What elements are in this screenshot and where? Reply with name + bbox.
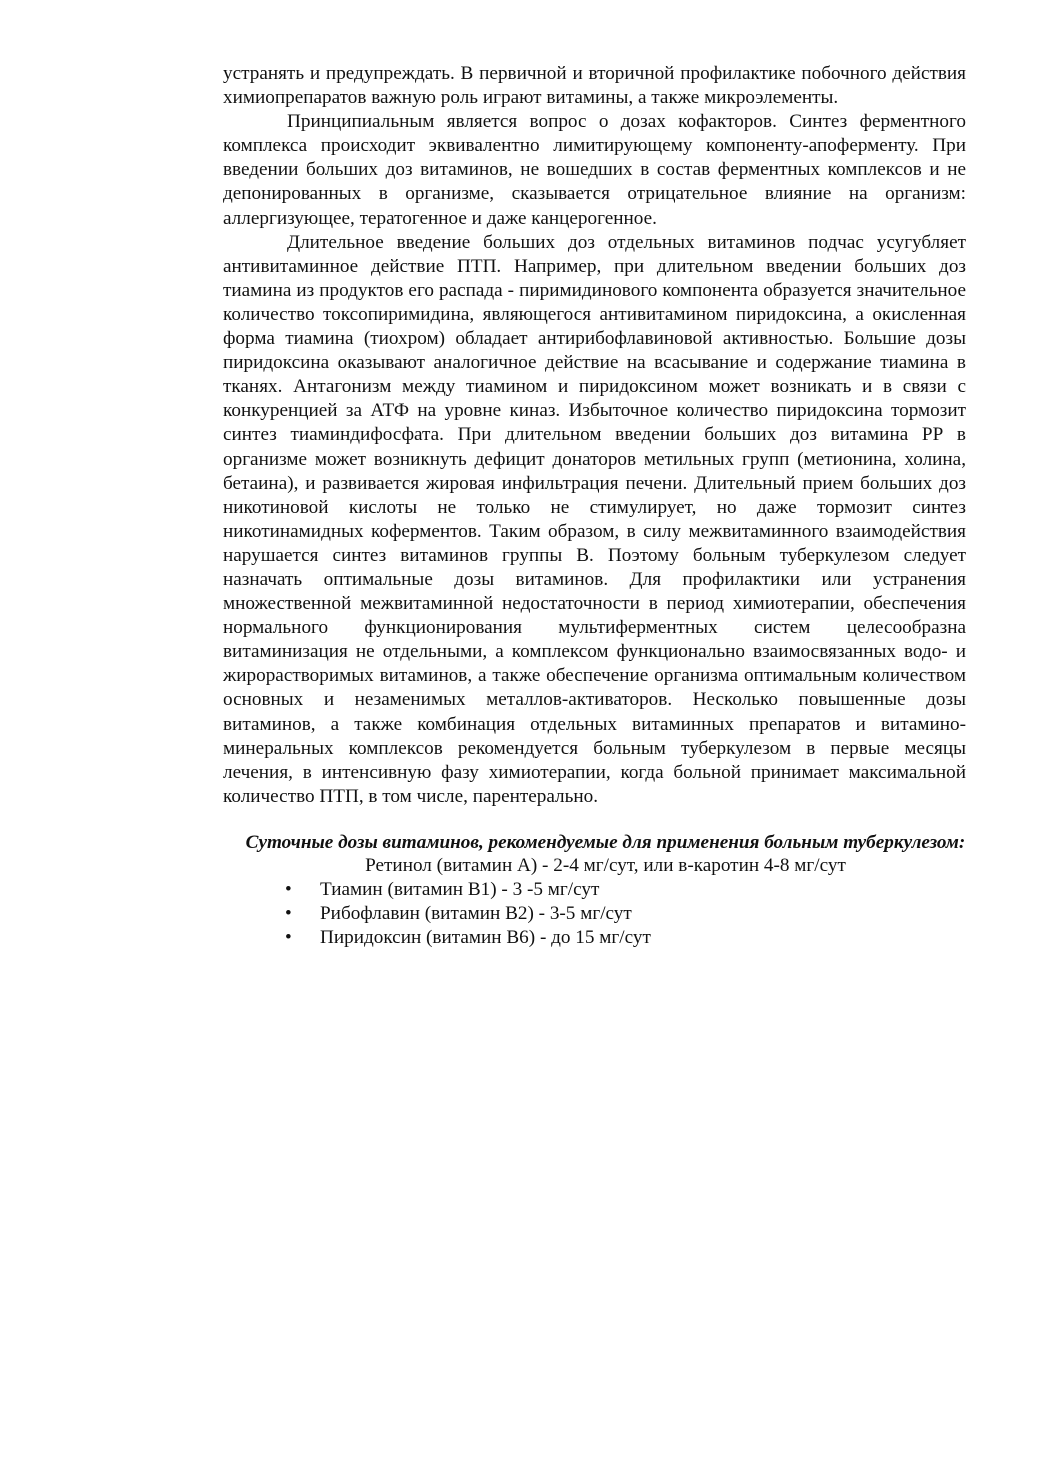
bullet-icon: •	[285, 927, 292, 949]
list-item-text: Пиридоксин (витамин В6) - до 15 мг/сут	[320, 927, 651, 949]
bullet-icon: •	[285, 903, 292, 925]
retinol-line: Ретинол (витамин А) - 2-4 мг/сут, или в-каротин 4-8 мг/сут	[365, 854, 846, 876]
paragraph-3: Длительное введение больших доз отдельных витаминов подчас усугубляет антивитаминное действие ПТП. Например, при длительном введении больших доз тиамина из продуктов его распада - пиримидинового компонента образуется значительное количество токсопиримидина, являющегося антивитамином пиридоксина, а окисленная форма тиамина (тиохром) обладает антирибофлавиновой активностью. Большие дозы пиридоксина оказывают аналогичное действие на всасывание и содержание тиамина в тканях. Антагонизм между тиамином и пиридоксином может возникать и в связи с конкуренцией за АТФ на уровне киназ. Избыточное количество пиридоксина тормозит синтез тиаминдифосфата. При длительном введении больших доз витамина РР в организме может возникнуть дефицит донаторов метильных групп (метионина, холина, бетаина), и развивается жировая инфильтрация печени. Длительный прием больших доз никотиновой кислоты не только не стимулирует, но даже тормозит синтез никотинамидных коферментов. Таким образом, в силу межвитаминного взаимодействия нарушается синтез витаминов группы В. Поэтому больным туберкулезом следует назначать оптимальные дозы витаминов. Для профилактики или устранения множественной межвитаминной недостаточности в период химиотерапии, обеспечения нормального функционирования мультиферментных систем целесообразна витаминизация не отдельными, а комплексом функционально взаимосвязанных водо- и жирорастворимых витаминов, а также обеспечение организма оптимальным количеством основных и незаменимых металлов-активаторов. Несколько повышенные дозы витаминов, а также комбинация отдельных витаминных препаратов и витамино-минеральных комплексов рекомендуется больным туберкулезом в первые месяцы лечения, в интенсивную фазу химиотерапии, когда больной принимает максимальной количество ПТП, в том числе, парентерально.	[223, 231, 966, 807]
list-item	[223, 902, 966, 926]
vitamin-list	[223, 878, 966, 950]
section-heading: Суточные дозы витаминов, рекомендуемые для применения больным туберкулезом:	[245, 831, 966, 853]
list-item-text: Тиамин (витамин В1) - 3 -5 мг/сут	[320, 879, 600, 900]
list-item-text: Рибофлавин (витамин В2) - 3-5 мг/сут	[320, 903, 632, 925]
list-item	[223, 926, 966, 950]
paragraph-1: устранять и предупреждать. В первичной и вторичной профилактике побочного действия химиопрепаратов важную роль играют витамины, а также микроэлементы.	[223, 63, 966, 109]
document-page	[223, 62, 966, 950]
list-item	[223, 878, 966, 902]
bullet-icon: •	[285, 879, 292, 900]
paragraph-2: Принципиальным является вопрос о дозах кофакторов. Синтез ферментного комплекса происходит эквивалентно лимитирующему компоненту-апоферменту. При введении больших доз витаминов, не вошедших в состав ферментных комплексов и не депонированных в организме, сказывается отрицательное влияние на организм: аллергизующее, тератогенное и даже канцерогенное.	[223, 111, 966, 229]
